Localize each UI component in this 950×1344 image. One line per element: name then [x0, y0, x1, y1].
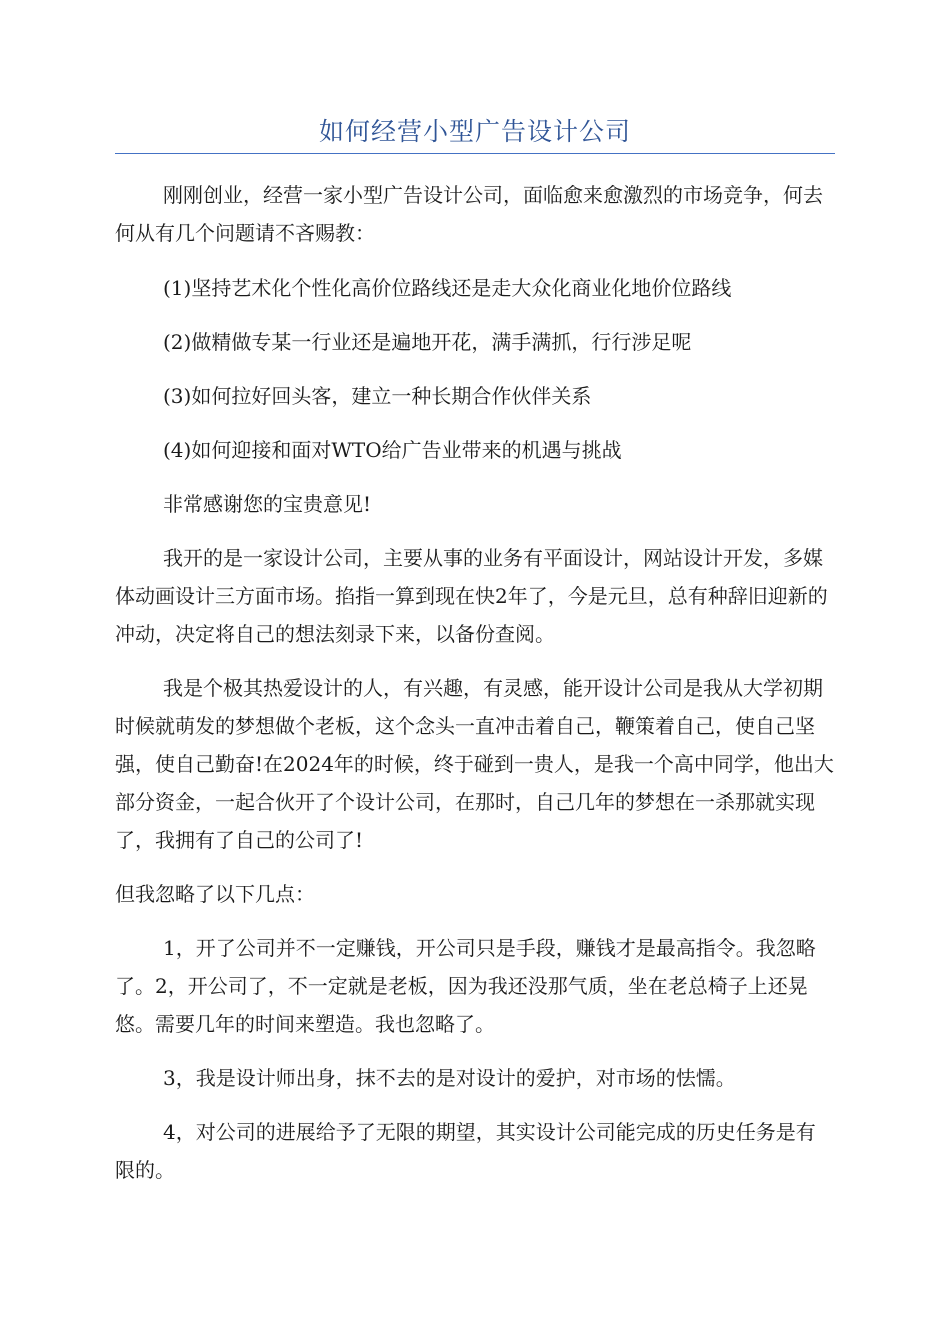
- paragraph-point-3: 3，我是设计师出身，抹不去的是对设计的爱护，对市场的怯懦。: [163, 1066, 736, 1090]
- question-item-3: (3)如何拉好回头客，建立一种长期合作伙伴关系: [163, 384, 592, 408]
- document-title: 如何经营小型广告设计公司: [318, 117, 631, 146]
- question-item-2: (2)做精做专某一行业还是遍地开花，满手满抓，行行涉足呢: [163, 330, 692, 354]
- question-item-1: (1)坚持艺术化个性化高价位路线还是走大众化商业化地价位路线: [163, 276, 732, 300]
- paragraph-thanks: 非常感谢您的宝贵意见!: [163, 492, 372, 516]
- paragraph-intro: 刚刚创业，经营一家小型广告设计公司，面临愈来愈激烈的市场竞争，何去何从有几个问题请不吝赐教：: [115, 183, 823, 245]
- title-underline: [115, 153, 835, 154]
- paragraph-background: 我是个极其热爱设计的人，有兴趣，有灵感，能开设计公司是我从大学初期时候就萌发的梦想做个老板，这个念头一直冲击着自己，鞭策着自己，使自己坚强，使自己勤奋!在2024年的时候，终于碰到一贵人，是我一个高中同学，他出大部分资金，一起合伙开了个设计公司，在那时，自己几年的梦想在一杀那就实现了，我拥有了自己的公司了!: [115, 676, 834, 852]
- paragraph-point-1-2: 1，开了公司并不一定赚钱，开公司只是手段，赚钱才是最高指令。我忽略了。2，开公司了，不一定就是老板，因为我还没那气质，坐在老总椅子上还晃悠。需要几年的时间来塑造。我也忽略了。: [115, 936, 816, 1036]
- question-item-4: (4)如何迎接和面对WTO给广告业带来的机遇与挑战: [163, 438, 622, 462]
- paragraph-point-4: 4，对公司的进展给予了无限的期望，其实设计公司能完成的历史任务是有限的。: [115, 1120, 816, 1182]
- paragraph-company-intro: 我开的是一家设计公司，主要从事的业务有平面设计，网站设计开发，多媒体动画设计三方面市场。掐指一算到现在快2年了，今是元旦，总有种辞旧迎新的冲动，决定将自己的想法刻录下来，以备份查阅。: [115, 546, 828, 646]
- paragraph-oversights-heading: 但我忽略了以下几点：: [115, 882, 315, 906]
- document-body: [115, 176, 835, 1189]
